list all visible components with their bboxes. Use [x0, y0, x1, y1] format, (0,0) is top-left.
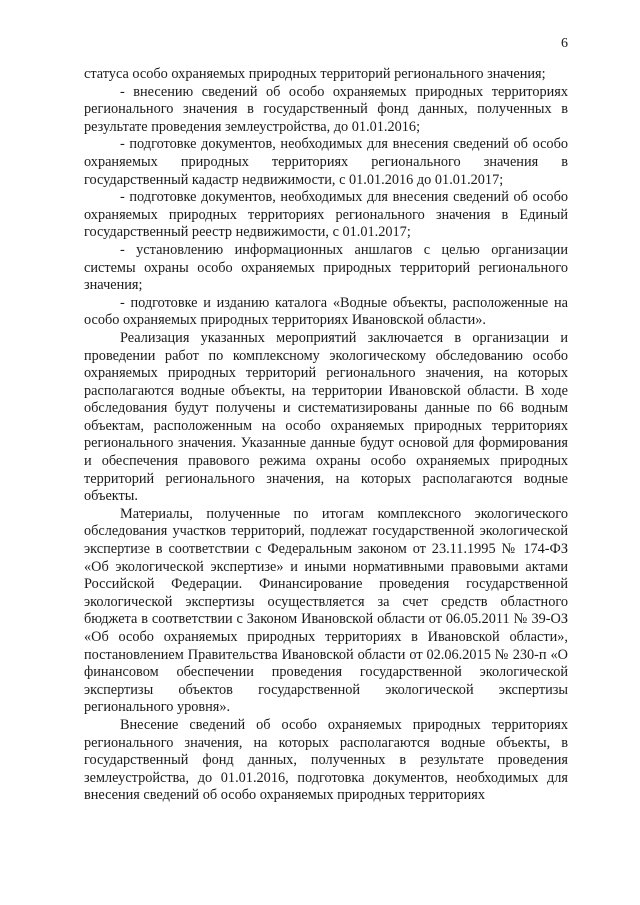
- paragraph-records: Внесение сведений об особо охраняемых природных территориях регионального значения, на которых располагаются водные объекты, в государственный фонд данных, полученных в результате проведения землеустройства, до 01.01.2016, подготовка документов, необходимых для внесения сведений об особо охраняемых природных территориях: [84, 716, 568, 804]
- list-item-catalog: - подготовке и изданию каталога «Водные объекты, расположенные на особо охраняемых природных территориях Ивановской области».: [84, 294, 568, 329]
- list-item-signs: - установлению информационных аншлагов с целью организации системы охраны особо охраняемых природных территорий регионального значения;: [84, 241, 568, 294]
- paragraph-materials: Материалы, полученные по итогам комплексного экологического обследования участков территорий, подлежат государственной экологической экспертизе в соответствии с Федеральным законом от 23.11.1995 № 174-ФЗ «Об экологической экспертизе» и иными нормативными правовыми актами Российской Федерации. Финансирование проведения государственной экологической экспертизы осуществляется за счет средств областного бюджета в соответствии с Законом Ивановской области от 06.05.2011 № 39-ОЗ «Об особо охраняемых природных территориях в Ивановской области», постановлением Правительства Ивановской области от 02.06.2015 № 230-п «О финансовом обеспечении проведения государственной экологической экспертизы объектов государственной экологической экспертизы регионального уровня».: [84, 505, 568, 716]
- paragraph-implementation: Реализация указанных мероприятий заключается в организации и проведении работ по комплексному экологическому обследованию особо охраняемых природных территорий регионального значения, на которых располагаются водные объекты, на территории Ивановской области. В ходе обследования будут получены и систематизированы данные по 66 водным объектам, расположенным на особо охраняемых природных территориях регионального значения. Указанные данные будут основой для формирования и обеспечения правового режима охраны особо охраняемых природных территорий регионального значения, на которых располагаются водные объекты.: [84, 329, 568, 505]
- list-item-cadastre: - подготовке документов, необходимых для внесения сведений об особо охраняемых природных территориях регионального значения в государственный кадастр недвижимости, с 01.01.2016 до 01.01.2017;: [84, 136, 568, 188]
- list-item-registry: - подготовке документов, необходимых для внесения сведений об особо охраняемых природных территориях регионального значения в Единый государственный реестр недвижимости, с 01.01.2017;: [84, 189, 568, 241]
- document-body: [84, 66, 568, 805]
- page-number: 6: [561, 36, 568, 51]
- paragraph-continuation: статуса особо охраняемых природных территорий регионального значения;: [84, 66, 546, 82]
- list-item-state-fund: - внесению сведений об особо охраняемых природных территориях регионального значения в государственный фонд данных, полученных в результате проведения землеустройства, до 01.01.2016;: [84, 83, 568, 135]
